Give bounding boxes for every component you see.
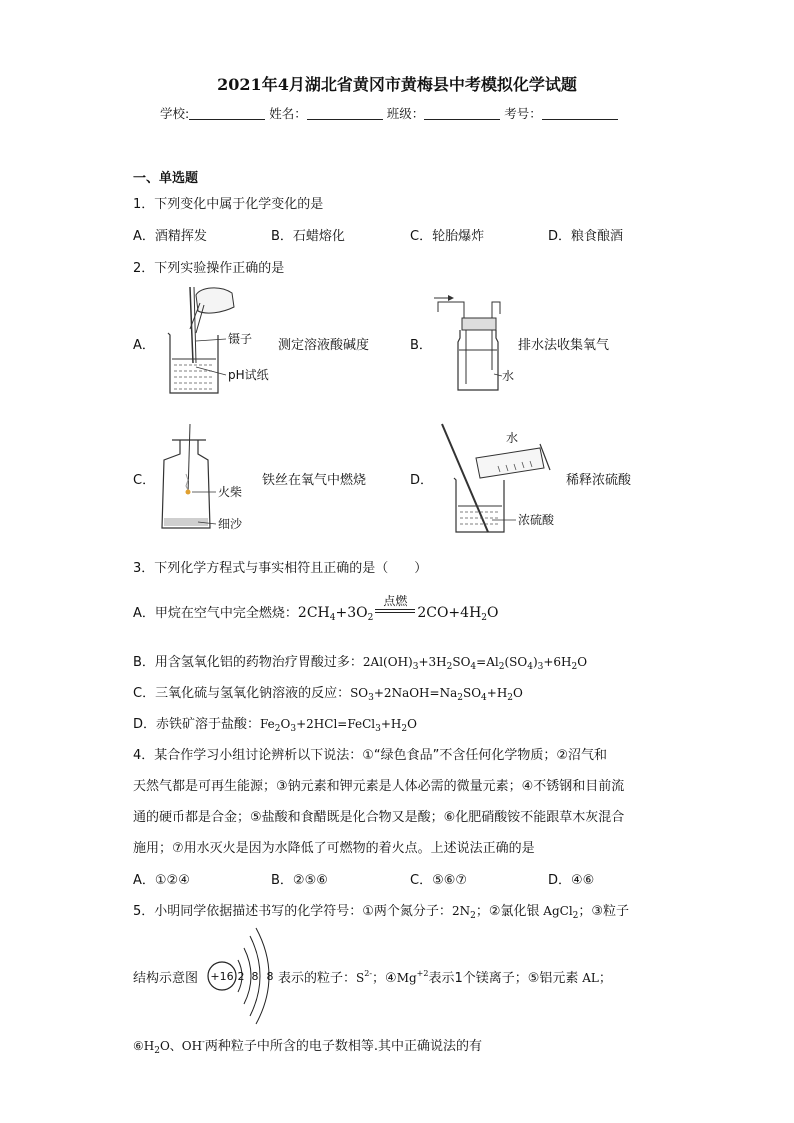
q3-condition: 点燃 xyxy=(383,594,408,608)
sand-label: 细沙 xyxy=(218,517,243,531)
q2-stem: 2．下列实验操作正确的是 xyxy=(133,261,285,276)
class-label: 班级： xyxy=(386,106,425,121)
ph-test-figure xyxy=(160,283,270,401)
q4-line-2: 天然气都是可再生能源；③钠元素和钾元素是人体必需的微量元素；④不锈钢和目前流 xyxy=(133,779,625,794)
dilution-figure xyxy=(436,420,556,538)
school-blank[interactable] xyxy=(189,107,265,120)
q4-option-b: B．②⑤⑥ xyxy=(271,873,328,888)
ph-paper-label: pH试纸 xyxy=(228,368,269,382)
q3-option-a: A．甲烷在空气中完全燃烧：$2CH_4+3O_2$ 点燃 $2CO+4H_2O$ xyxy=(133,594,499,623)
match-label: 火柴 xyxy=(218,485,243,499)
conc-acid-label: 浓硫酸 xyxy=(518,513,555,527)
q5-line-1: 5．小明同学依据描述书写的化学符号：①两个氮分子：$2N_2$；②氯化银 AgCl$_2$；③粒子 xyxy=(133,904,630,921)
q1-option-d: D．粮食酿酒 xyxy=(548,229,624,244)
q2-option-d-caption: 稀释浓硫酸 xyxy=(566,473,632,488)
page-title: 2021年4月湖北省黄冈市黄梅县中考模拟化学试题 xyxy=(217,75,577,94)
iron-burning-figure xyxy=(158,418,258,532)
q4-option-c: C．⑤⑥⑦ xyxy=(410,873,468,888)
q2-option-b-caption: 排水法收集氧气 xyxy=(518,338,610,353)
tweezers-label: 镊子 xyxy=(228,332,253,346)
q2-option-d-letter: D． xyxy=(410,473,434,488)
name-label: 姓名： xyxy=(269,106,307,121)
q4-option-d: D．④⑥ xyxy=(548,873,595,888)
gas-collection-figure xyxy=(430,290,520,398)
shell-2-electrons: 8 xyxy=(251,970,259,983)
q4-line-4: 施用；⑦用水灭火是因为水降低了可燃物的着火点。上述说法正确的是 xyxy=(133,841,535,856)
q3-option-b: B．用含氢氧化铝的药物治疗胃酸过多：$2Al(OH)_3+3H_2SO_4=Al_2(SO_4)_3+6H_2O$ xyxy=(133,655,588,672)
name-blank[interactable] xyxy=(307,107,383,120)
q2-option-b-letter: B． xyxy=(410,338,432,353)
water-label-d: 水 xyxy=(506,431,519,445)
nucleus-charge: +16 xyxy=(210,970,234,983)
q2-option-a-letter: A． xyxy=(133,338,155,353)
q1-option-a: A．酒精挥发 xyxy=(133,229,207,244)
shell-1-electrons: 2 xyxy=(237,970,245,983)
class-blank[interactable] xyxy=(424,107,500,120)
q2-option-a-caption: 测定溶液酸碱度 xyxy=(278,338,370,353)
q5-line-2-label: 结构示意图 xyxy=(133,971,199,986)
number-blank[interactable] xyxy=(542,107,618,120)
student-info-line xyxy=(160,104,618,122)
q4-option-a: A．①②④ xyxy=(133,873,190,888)
q5-line-3: $⑥H_2O$、OH-两种粒子中所含的电子数相等.其中正确说法的有 xyxy=(133,1037,482,1056)
number-label: 考号： xyxy=(504,106,542,121)
q2-option-c-caption: 铁丝在氧气中燃烧 xyxy=(262,473,367,488)
atom-structure-diagram xyxy=(200,930,284,1022)
water-label: 水 xyxy=(502,369,515,383)
q3-option-d: D．赤铁矿溶于盐酸：$Fe_2O_3+2HCl=FeCl_3+H_2O$ xyxy=(133,717,417,734)
shell-3-electrons: 8 xyxy=(266,970,274,983)
q1-stem: 1．下列变化中属于化学变化的是 xyxy=(133,197,324,212)
school-label: 学校: xyxy=(160,106,190,121)
section-heading: 一、单选题 xyxy=(133,171,199,186)
q4-line-3: 通的硬币都是合金；⑤盐酸和食醋既是化合物又是酸；⑥化肥硝酸铵不能跟草木灰混合 xyxy=(133,810,625,825)
q3-stem: 3．下列化学方程式与事实相符且正确的是（ ） xyxy=(133,561,428,576)
q2-option-c-letter: C． xyxy=(133,473,156,488)
q3-option-c: C．三氧化硫与氢氧化钠溶液的反应：$SO_3+2NaOH=Na_2SO_4+H_2O$ xyxy=(133,686,523,703)
q1-option-b: B．石蜡熔化 xyxy=(271,229,345,244)
q4-line-1: 4．某合作学习小组讨论辨析以下说法：①“绿色食品”不含任何化学物质；②沼气和 xyxy=(133,748,608,763)
q5-line-2-text: 表示的粒子：$S^{2-}$；$④Mg^{+2}$表示1个镁离子；⑤铝元素 AL； xyxy=(278,969,612,986)
q1-option-c: C．轮胎爆炸 xyxy=(410,229,485,244)
